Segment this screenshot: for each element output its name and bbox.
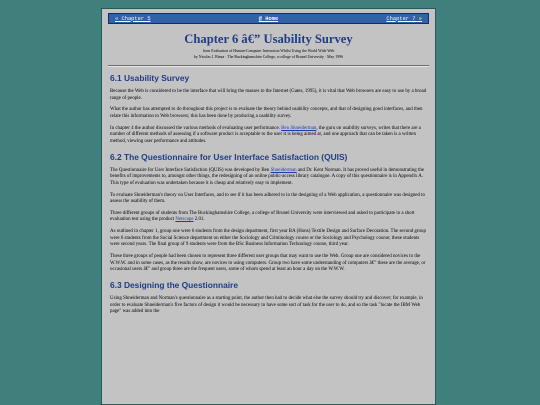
- paragraph: As outlined in chapter 1, group one were 6 students from the design department, first year BA (Hons) Textile Design and Surface Decoration. The second group were 6 students from the Social Science department on either the Sociology and Criminology course or the Sociology and Psychology course; these students were second years. The final group of 9 students were from the BSc Business Information Technology course, third year.: [110, 229, 426, 248]
- next-chapter-link[interactable]: Chapter 7 »: [386, 15, 422, 22]
- text-span: 2.01.: [194, 217, 205, 223]
- paragraph: To evaluate Shneiderman's theory on User Interfaces, and to see if it has been adhered to in the designing of a Web application, a questionnaire was designed to assess the usability of them.: [110, 192, 425, 205]
- document-page: [101, 8, 436, 405]
- section-heading-6-3: 6.3 Designing the Questionnaire: [110, 280, 238, 290]
- text-span: Three different groups of students from The Buckinghamshire College, a college of Brunel University were interviewed and asked to participate in a short evaluation test using the product: [110, 210, 415, 223]
- netscape-link[interactable]: Netscape: [175, 217, 194, 223]
- paragraph: [110, 168, 427, 188]
- home-link[interactable]: @ Home: [258, 15, 279, 22]
- author-line: by Nicolas J. Binza · The Buckinghamshire College, a college of Brunel University · May 1996: [193, 55, 344, 59]
- paragraph: [110, 126, 427, 146]
- previous-chapter-link[interactable]: « Chapter 5: [115, 15, 151, 22]
- chapter-navigation-bar: [108, 13, 429, 24]
- paragraph: What the author has attempted to do throughout this project is to evaluate the theory behind usability concepts, and that of designing good interfaces, and then relate this information to Web browsers; this has been done by producing a usability survey.: [110, 107, 423, 119]
- paragraph: Using Shneiderman and Norman's questionnaire as a starting point, the author then had to decide what else the survey should try and discover; for example, in order to evaluate Shneiderman's five factors of design it would be necessary to have some sort of task for the user to do, and so the task "locate the IBM Web page" was added into the: [110, 296, 423, 315]
- page-title: Chapter 6 â€” Usability Survey: [184, 32, 353, 46]
- paragraph: Because the Web is considered to be the interface that will bring the masses to the Internet (Gates, 1995), it is vital that Web browsers are easy to use by a broad range of people.: [110, 89, 427, 101]
- paragraph: [110, 211, 427, 224]
- paragraph: These three groups of people had been chosen to represent three different user groups that may want to use the Web. Group one are considered novices to the W.W.W. and in some cases, as the results show, are novices to using computers. Group two have some understanding of computers â€” these are the average, or occasional users â€” and group three are the frequent users, some of whom spend at least an hour a day on the W.W.W.: [110, 254, 426, 273]
- section-heading-6-2: 6.2 The Questionnaire for User Interface Satisfaction (QUIS): [110, 151, 348, 162]
- shneiderman-link[interactable]: Ben Shneiderman: [281, 125, 317, 131]
- text-span: In chapter 4 the author discussed the various methods of evaluating user performance.: [110, 125, 280, 131]
- section-heading-6-1: 6.1 Usability Survey: [110, 73, 190, 83]
- shneiderman-link[interactable]: Shneiderman: [270, 167, 297, 173]
- source-line: from Evaluation of Human-Computer Interaction Whilst Using the World Wide Web: [202, 49, 335, 53]
- divider: [108, 65, 429, 67]
- text-span: The Questionnaire for User Interface Satisfaction (QUIS) was developed by Ben: [110, 167, 270, 173]
- text-span: , the guru on usability surveys, writes that there are a number of different methods of assessing if a software product is acceptable to the user it is being aimed at, and one approach that can be taken is a written method, viewing user performance and attitudes.: [110, 125, 421, 144]
- text-span: and Dr. Kent Norman. It has proved useful in demonstrating the benefits of improvements to, amongst other things, the redesigning of an online public-access library catalogue. A copy of this questionnaire is in Appendix A. This type of evaluation was undertaken because it is cheap and relatively easy to implement.: [110, 167, 425, 186]
